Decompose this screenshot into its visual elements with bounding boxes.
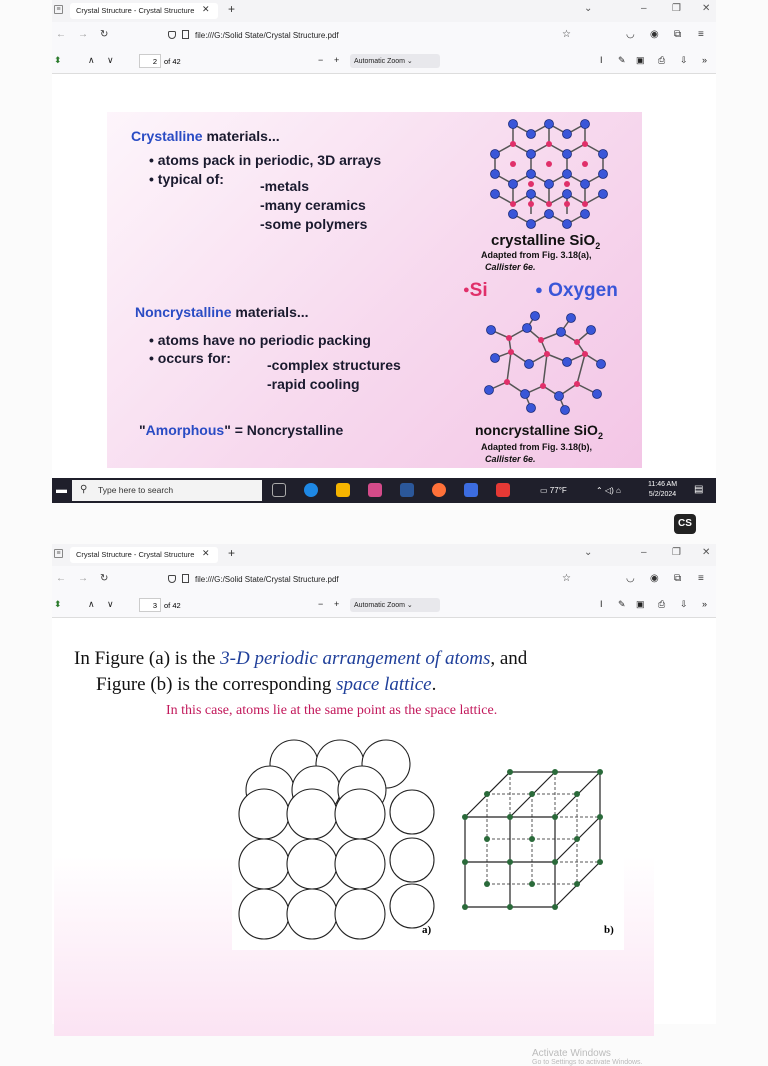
menu-icon[interactable]: ≡ xyxy=(698,573,704,584)
more-tools-icon[interactable]: » xyxy=(702,55,708,65)
browser-tab-bar xyxy=(52,544,716,566)
pdf-page-area xyxy=(52,618,716,1066)
noncrystalline-caption: noncrystalline SiO$_2$ xyxy=(475,422,603,441)
extensions-icon[interactable]: ⧉ xyxy=(674,573,682,584)
bullet-occurs-for: • occurs for: xyxy=(149,350,231,366)
save-icon[interactable]: ⇩ xyxy=(680,55,688,65)
url-text: file:///G:/Solid State/Crystal Structure.pdf xyxy=(195,575,339,584)
next-page-icon[interactable]: ∨ xyxy=(107,55,114,65)
search-icon: ⚲ xyxy=(80,484,88,495)
forward-icon[interactable]: → xyxy=(78,29,88,40)
occurs-item: -rapid cooling xyxy=(267,376,360,392)
clock-date: 5/2/2024 xyxy=(648,491,677,498)
pocket-icon[interactable]: ◡ xyxy=(626,29,635,40)
figure-description-line1: In Figure (a) is the 3-D periodic arrangement of atoms, and xyxy=(74,648,528,669)
file-explorer-icon[interactable] xyxy=(336,483,350,497)
figure-b-label: b) xyxy=(604,924,614,936)
notifications-icon[interactable]: ▤ xyxy=(694,484,704,495)
sidebar-toggle-icon[interactable]: ⬍ xyxy=(54,55,62,65)
watermark-title: Activate Windows xyxy=(532,1048,611,1059)
text-cursor-icon[interactable]: I xyxy=(600,599,603,609)
weather-temperature: 77°F xyxy=(549,486,567,495)
weather-icon: ▭ xyxy=(540,486,548,495)
weather-widget[interactable] xyxy=(540,486,567,495)
minimize-icon[interactable]: – xyxy=(641,547,647,558)
tab-title: Crystal Structure - Crystal Structure xyxy=(76,550,195,559)
restore-icon[interactable]: ❐ xyxy=(672,547,681,558)
watermark-subtitle: Go to Settings to activate Windows. xyxy=(532,1059,643,1066)
pocket-icon[interactable]: ◡ xyxy=(626,573,635,584)
bookmark-star-icon[interactable]: ☆ xyxy=(562,573,571,584)
tab-list-icon[interactable]: ≡ xyxy=(54,549,63,558)
occurs-item: -complex structures xyxy=(267,357,401,373)
text-cursor-icon[interactable]: I xyxy=(600,55,603,65)
tab-dropdown-icon[interactable]: ⌄ xyxy=(584,547,593,558)
task-view-icon[interactable] xyxy=(272,483,286,497)
bullet-no-periodic-packing: • atoms have no periodic packing xyxy=(149,332,371,348)
clock-time: 11:46 AM xyxy=(648,481,678,488)
crystalline-sio2-diagram xyxy=(475,114,615,232)
account-icon[interactable]: ◉ xyxy=(650,29,659,40)
packed-atoms-figure-a xyxy=(236,742,436,942)
back-icon[interactable]: ← xyxy=(56,573,66,584)
image-icon[interactable]: ▣ xyxy=(636,599,645,609)
document-icon xyxy=(182,30,189,39)
legend-oxygen: ● Oxygen xyxy=(535,280,618,301)
zoom-in-icon[interactable]: + xyxy=(334,599,340,609)
new-tab-icon[interactable]: + xyxy=(228,546,236,560)
crystalline-adapted-note: Adapted from Fig. 3.18(a), xyxy=(481,250,592,260)
zoom-out-icon[interactable]: − xyxy=(318,55,324,65)
activate-windows-watermark xyxy=(532,1048,643,1066)
crystalline-reference: Callister 6e. xyxy=(485,262,536,272)
pdf-viewer-window-page-2 xyxy=(52,0,716,503)
legend-si: ●Si xyxy=(463,280,488,301)
store-icon[interactable] xyxy=(368,483,382,497)
zoom-value: Automatic Zoom xyxy=(354,602,405,609)
pdf-page-area xyxy=(52,74,716,478)
bookmark-star-icon[interactable]: ☆ xyxy=(562,29,571,40)
menu-icon[interactable]: ≡ xyxy=(698,29,704,40)
clock[interactable] xyxy=(648,480,677,500)
crystalline-caption: crystalline SiO$_2$ xyxy=(491,232,601,251)
browser-tab[interactable] xyxy=(70,3,218,19)
bullet-typical-of: • typical of: xyxy=(149,171,224,187)
typical-item: -metals xyxy=(260,178,310,194)
reload-icon[interactable]: ↻ xyxy=(100,573,109,584)
pdf-toolbar xyxy=(52,592,716,618)
tab-title: Crystal Structure - Crystal Structure xyxy=(76,6,195,15)
image-icon[interactable]: ▣ xyxy=(636,55,645,65)
crystalline-heading: Crystalline materials... xyxy=(131,128,280,144)
zoom-select[interactable]: Automatic Zoom ⌄ xyxy=(350,54,440,68)
forward-icon[interactable]: → xyxy=(78,573,88,584)
taskbar-search-placeholder: Type here to search xyxy=(98,485,174,495)
typical-item: -many ceramics xyxy=(260,197,366,213)
extensions-icon[interactable]: ⧉ xyxy=(674,29,682,40)
noncrystalline-adapted-note: Adapted from Fig. 3.18(b), xyxy=(481,442,593,452)
print-icon[interactable]: ⎙ xyxy=(658,599,666,609)
start-menu-icon[interactable]: ▬ xyxy=(56,484,67,496)
zoom-out-icon[interactable]: − xyxy=(318,599,324,609)
browser-tab-bar xyxy=(52,0,716,22)
camscanner-logo: CS xyxy=(674,514,696,534)
tab-list-icon[interactable]: ≡ xyxy=(54,5,63,14)
figure-description-line2: Figure (b) is the corresponding space lattice. xyxy=(96,674,437,695)
tab-dropdown-icon[interactable]: ⌄ xyxy=(584,3,593,14)
address-bar[interactable] xyxy=(162,570,572,588)
noncrystalline-reference: Callister 6e. xyxy=(485,454,536,464)
figure-a-label: a) xyxy=(422,924,432,936)
video-app-icon[interactable] xyxy=(496,483,510,497)
shield-icon xyxy=(168,575,176,583)
zoom-in-icon[interactable]: + xyxy=(334,55,340,65)
pdf-viewer-window-page-3 xyxy=(52,544,716,1066)
figure-panel xyxy=(232,738,624,950)
word-icon[interactable] xyxy=(400,483,414,497)
address-bar[interactable] xyxy=(162,26,572,44)
sidebar-toggle-icon[interactable]: ⬍ xyxy=(54,599,62,609)
close-window-icon[interactable]: ✕ xyxy=(702,547,711,558)
firefox-icon[interactable] xyxy=(432,483,446,497)
windows-taskbar xyxy=(52,478,716,503)
slide-crystalline-vs-noncrystalline xyxy=(107,112,642,468)
save-icon[interactable]: ⇩ xyxy=(680,599,688,609)
amorphous-definition: "Amorphous" = Noncrystalline xyxy=(139,422,344,438)
draw-icon[interactable]: ✎ xyxy=(618,599,626,609)
previous-page-icon[interactable]: ∧ xyxy=(88,55,95,65)
noncrystalline-sio2-diagram xyxy=(481,310,611,416)
security-shield-icon[interactable] xyxy=(464,483,478,497)
pdf-toolbar xyxy=(52,48,716,74)
next-page-icon[interactable]: ∨ xyxy=(107,599,114,609)
draw-icon[interactable]: ✎ xyxy=(618,55,626,65)
previous-page-icon[interactable]: ∧ xyxy=(88,599,95,609)
slide-space-lattice xyxy=(54,636,654,1036)
close-tab-icon[interactable]: ✕ xyxy=(202,548,210,558)
page-number-input[interactable]: 2 xyxy=(139,54,161,68)
page-count: of 42 xyxy=(164,57,181,66)
space-lattice-figure-b xyxy=(460,762,620,922)
close-tab-icon[interactable]: ✕ xyxy=(202,4,210,14)
noncrystalline-heading: Noncrystalline materials... xyxy=(135,304,309,320)
restore-icon[interactable]: ❐ xyxy=(672,3,681,14)
new-tab-icon[interactable]: + xyxy=(228,2,236,16)
account-icon[interactable]: ◉ xyxy=(650,573,659,584)
page-number-input[interactable]: 3 xyxy=(139,598,161,612)
navigation-bar xyxy=(52,566,716,592)
typical-item: -some polymers xyxy=(260,216,368,232)
print-icon[interactable]: ⎙ xyxy=(658,55,666,65)
url-text: file:///G:/Solid State/Crystal Structure.pdf xyxy=(195,31,339,40)
browser-tab[interactable] xyxy=(70,547,218,563)
zoom-value: Automatic Zoom xyxy=(354,58,405,65)
navigation-bar xyxy=(52,22,716,48)
reload-icon[interactable]: ↻ xyxy=(100,29,109,40)
page-count: of 42 xyxy=(164,601,181,610)
zoom-select[interactable]: Automatic Zoom ⌄ xyxy=(350,598,440,612)
shield-icon xyxy=(168,31,176,39)
bullet-periodic-arrays: • atoms pack in periodic, 3D arrays xyxy=(149,152,382,168)
system-tray-icons[interactable]: ⌃ ◁) ⌂ xyxy=(596,486,621,495)
edge-browser-icon[interactable] xyxy=(304,483,318,497)
minimize-icon[interactable]: – xyxy=(641,3,647,14)
back-icon[interactable]: ← xyxy=(56,29,66,40)
taskbar-search-box[interactable] xyxy=(72,480,262,501)
document-icon xyxy=(182,574,189,583)
lattice-note: In this case, atoms lie at the same point as the space lattice. xyxy=(166,703,498,718)
more-tools-icon[interactable]: » xyxy=(702,599,708,609)
close-window-icon[interactable]: ✕ xyxy=(702,3,711,14)
